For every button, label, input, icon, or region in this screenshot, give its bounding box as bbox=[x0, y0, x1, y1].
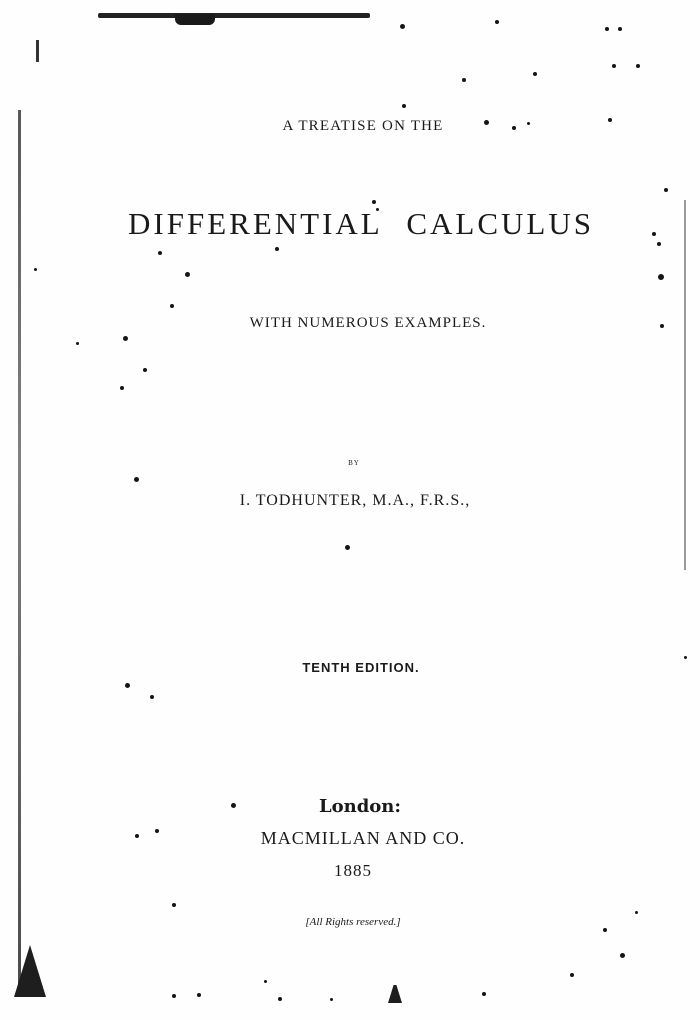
by-line: BY bbox=[348, 459, 360, 467]
scan-speck bbox=[34, 268, 37, 271]
scan-speck bbox=[533, 72, 537, 76]
scan-speck bbox=[172, 994, 176, 998]
scan-edge-right bbox=[684, 200, 686, 570]
scan-speck bbox=[603, 928, 607, 932]
scan-mark-bottom bbox=[388, 985, 402, 1003]
scan-speck bbox=[125, 683, 130, 688]
scan-speck bbox=[264, 980, 267, 983]
scan-edge-top bbox=[98, 13, 370, 18]
book-title: DIFFERENTIAL CALCULUS bbox=[128, 206, 594, 241]
scan-speck bbox=[605, 27, 609, 31]
scan-speck bbox=[684, 656, 687, 659]
scan-speck bbox=[664, 188, 668, 192]
book-subtitle: WITH NUMEROUS EXAMPLES. bbox=[249, 315, 487, 331]
scan-speck bbox=[185, 272, 190, 277]
publication-place: London: bbox=[318, 796, 402, 817]
scan-edge-left bbox=[18, 110, 21, 990]
scan-speck bbox=[170, 304, 174, 308]
scan-speck bbox=[275, 247, 279, 251]
scan-speck bbox=[172, 903, 176, 907]
treatise-line: A TREATISE ON THE bbox=[282, 118, 444, 134]
scan-speck bbox=[197, 993, 201, 997]
scan-speck bbox=[330, 998, 333, 1001]
scan-speck bbox=[345, 545, 350, 550]
scan-speck bbox=[618, 27, 622, 31]
scan-speck bbox=[612, 64, 616, 68]
scan-speck bbox=[658, 274, 664, 280]
scan-speck bbox=[76, 342, 79, 345]
scan-blot-bottom-left bbox=[14, 945, 46, 997]
scan-speck bbox=[400, 24, 405, 29]
publication-year: 1885 bbox=[334, 861, 372, 880]
edition-label: TENTH EDITION. bbox=[302, 660, 420, 675]
scan-speck bbox=[158, 251, 162, 255]
scan-speck bbox=[278, 997, 282, 1001]
scan-speck bbox=[120, 386, 124, 390]
scan-speck bbox=[635, 911, 638, 914]
scan-speck bbox=[570, 973, 574, 977]
scan-speck bbox=[134, 477, 139, 482]
scan-speck bbox=[462, 78, 466, 82]
scan-speck bbox=[482, 992, 486, 996]
scan-blot-top bbox=[175, 14, 215, 25]
scan-speck bbox=[620, 953, 625, 958]
author-name: I. TODHUNTER, M.A., F.R.S., bbox=[239, 492, 471, 509]
scan-speck bbox=[143, 368, 147, 372]
scan-speck bbox=[123, 336, 128, 341]
scan-speck bbox=[402, 104, 406, 108]
publisher-name: MACMILLAN AND CO. bbox=[260, 828, 466, 848]
scan-speck bbox=[372, 200, 376, 204]
scan-speck bbox=[636, 64, 640, 68]
scan-speck bbox=[150, 695, 154, 699]
scan-speck bbox=[495, 20, 499, 24]
rights-notice: [All Rights reserved.] bbox=[305, 916, 401, 928]
scan-speck bbox=[657, 242, 661, 246]
scan-mark-top-left bbox=[36, 40, 39, 62]
